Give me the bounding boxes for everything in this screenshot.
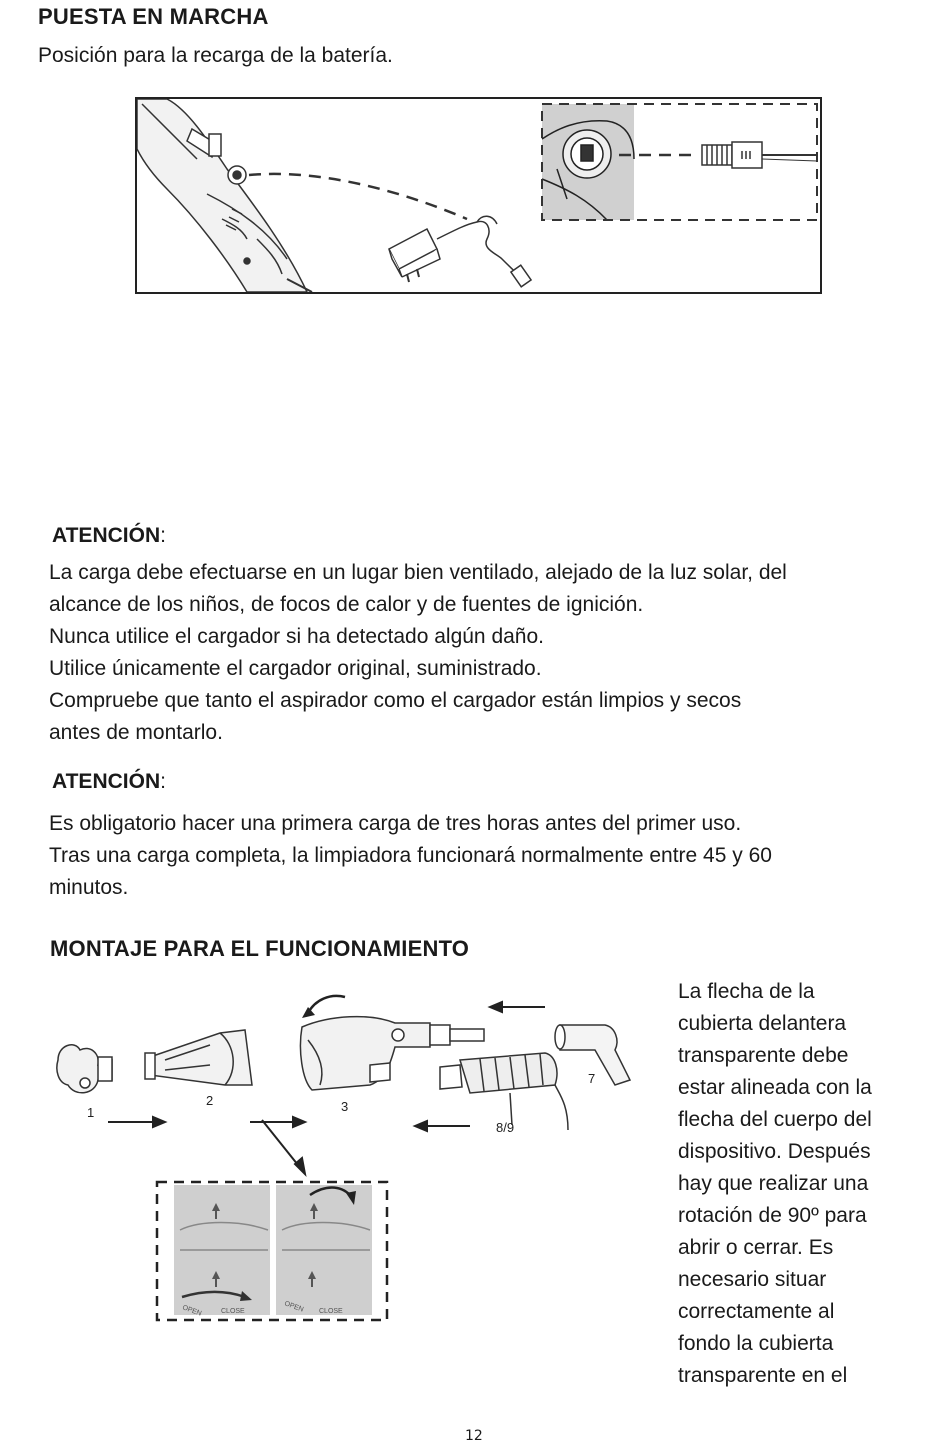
warning-2-text <box>49 808 929 904</box>
warning-1-line: Nunca utilice el cargador si ha detectado algún daño. <box>49 625 544 648</box>
page-number: 12 <box>465 1428 483 1444</box>
warning-2-line: minutos. <box>49 876 129 899</box>
warning-1-line: La carga debe efectuarse en un lugar bien ventilado, alejado de la luz solar, del <box>49 561 787 584</box>
part-number-7: 7 <box>588 1071 596 1086</box>
cone-part-drawing <box>145 1030 252 1085</box>
instruction-line: flecha del cuerpo del <box>678 1108 872 1131</box>
warning-title-2: ATENCIÓN: <box>52 770 166 793</box>
instruction-line: fondo la cubierta <box>678 1332 834 1355</box>
warning-title-1: ATENCIÓN: <box>52 524 166 547</box>
close-label: CLOSE <box>221 1308 245 1315</box>
close-label: CLOSE <box>319 1308 343 1315</box>
section-title-montaje: MONTAJE PARA EL FUNCIONAMIENTO <box>50 936 470 961</box>
rotate-arrow-curve <box>308 996 345 1013</box>
instruction-line: necesario situar <box>678 1268 827 1291</box>
warning-2-line: Tras una carga completa, la limpiadora funcionará normalmente entre 45 y 60 <box>49 844 772 867</box>
part-number-1: 1 <box>87 1105 95 1120</box>
open-label: OPEN <box>181 1304 203 1318</box>
instruction-line: transparente en el <box>678 1364 848 1387</box>
instruction-line: estar alineada con la <box>678 1076 872 1099</box>
instruction-line: rotación de 90º para <box>678 1204 867 1227</box>
instruction-line: La flecha de la <box>678 980 815 1003</box>
warning-1-line: Compruebe que tanto el aspirador como el cargador están limpios y secos <box>49 689 742 712</box>
warning-1-line: Utilice únicamente el cargador original, suministrado. <box>49 657 542 680</box>
charging-figure <box>135 97 822 294</box>
instruction-line: dispositivo. Después <box>678 1140 871 1163</box>
filter-part-drawing <box>440 1053 568 1130</box>
warning-2-line: Es obligatorio hacer una primera carga de tres horas antes del primer uso. <box>49 812 742 835</box>
rotate-arrow-head <box>302 1007 315 1018</box>
charger-plug-drawing <box>702 142 817 168</box>
instruction-line: cubierta delantera <box>678 1012 847 1035</box>
vacuum-handle-drawing <box>137 99 312 292</box>
assembly-instructions <box>678 976 928 1392</box>
warning-1-text <box>49 557 929 749</box>
section-title-puesta-en-marcha: PUESTA EN MARCHA <box>38 4 269 29</box>
open-label: OPEN <box>283 1300 305 1314</box>
assembly-figure <box>40 985 660 1335</box>
part-number-8-9: 8/9 <box>496 1120 515 1135</box>
part-number-3: 3 <box>341 1099 349 1114</box>
instruction-line: hay que realizar una <box>678 1172 869 1195</box>
instruction-line: transparente debe <box>678 1044 849 1067</box>
charger-drawing <box>389 216 531 287</box>
assembly-illustration <box>40 985 660 1335</box>
part-number-2: 2 <box>206 1093 214 1108</box>
instruction-line: abrir o cerrar. Es <box>678 1236 834 1259</box>
charging-illustration <box>137 99 820 292</box>
instruction-line: correctamente al <box>678 1300 835 1323</box>
nozzle-part-drawing <box>57 1045 112 1093</box>
warning-1-line: antes de montarlo. <box>49 721 223 744</box>
warning-1-line: alcance de los niños, de focos de calor y de fuentes de ignición. <box>49 593 644 616</box>
section-subtitle: Posición para la recarga de la batería. <box>38 44 393 67</box>
